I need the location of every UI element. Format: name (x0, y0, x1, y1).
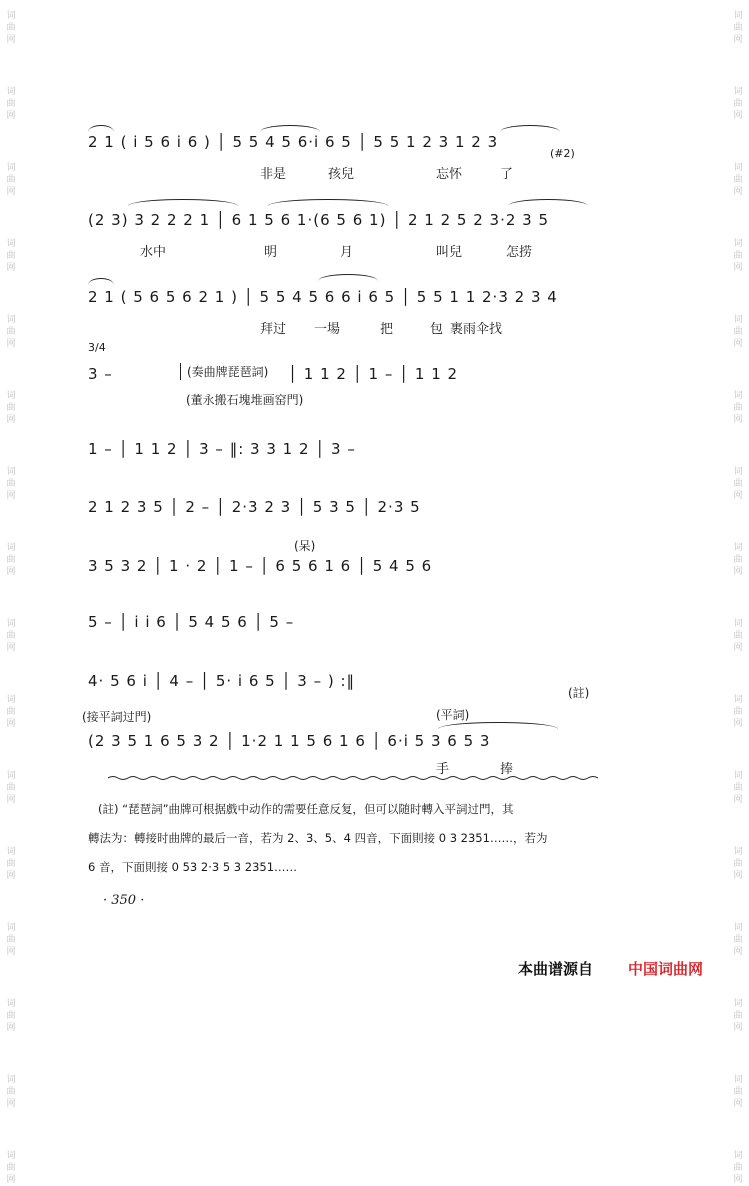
watermark-char: 词 (6, 163, 16, 173)
slur (438, 722, 558, 729)
footnote-line: 轉法为：轉接时曲牌的最后一音，若为 2、3、5、4 四音，下面則接 0 3 2351……，若为 (88, 831, 548, 845)
lyric: 月 (340, 245, 354, 260)
notation-text: 3 – (88, 365, 113, 383)
watermark-char: 网 (6, 339, 16, 349)
watermark-char: 网 (733, 339, 743, 349)
watermark-char: 词 (733, 619, 743, 629)
watermark-char: 网 (733, 1175, 743, 1185)
slur (268, 199, 388, 206)
notation-text: 3 5 3 2 │ 1 · 2 │ 1 – │ 6 5 6 1 6 │ 5 4 5 6 (88, 557, 433, 575)
slur (88, 278, 114, 285)
watermark-char: 曲 (6, 1011, 16, 1021)
source-label: 本曲谱源自 (518, 960, 594, 978)
watermark-char: 网 (733, 415, 743, 425)
lyric: 一場 (314, 322, 341, 337)
footnote (88, 795, 608, 882)
footnote-marker: (註) (568, 686, 590, 700)
watermark-char: 曲 (733, 631, 743, 641)
notation-text: 1 – │ 1 1 2 │ 3 – ‖: 3 3 1 2 │ 3 – (88, 440, 356, 458)
watermark-char: 词 (733, 87, 743, 97)
lyric: 把 (380, 322, 394, 337)
lyric: 明 (264, 245, 278, 260)
watermark-char: 网 (6, 643, 16, 653)
slur (128, 199, 238, 206)
watermark-char: 网 (6, 795, 16, 805)
watermark-char: 曲 (6, 403, 16, 413)
watermark-char: 曲 (733, 251, 743, 261)
slur (318, 274, 378, 281)
lyric: 拜过 (260, 322, 287, 337)
slur (500, 125, 560, 132)
watermark-char: 网 (6, 491, 16, 501)
watermark-char: 曲 (6, 479, 16, 489)
lyric: 裹雨伞找 (450, 322, 503, 337)
watermark-char: 词 (6, 11, 16, 21)
watermark-char: 曲 (733, 327, 743, 337)
lyric: 手 (436, 762, 450, 777)
watermark-char: 网 (733, 643, 743, 653)
watermark-char: 词 (733, 391, 743, 401)
watermark-char: 曲 (6, 1163, 16, 1173)
watermark-char: 网 (733, 1023, 743, 1033)
slur (260, 125, 320, 132)
notation-text: 5 – │ i i 6 │ 5 4 5 6 │ 5 – (88, 613, 295, 631)
lyric: 非是 (260, 167, 287, 182)
lyric: 包 (430, 322, 444, 337)
watermark-char: 网 (733, 1099, 743, 1109)
watermark-char: 词 (6, 315, 16, 325)
watermark-char: 网 (6, 35, 16, 45)
lyric: 水中 (140, 245, 167, 260)
watermark-char: 词 (733, 771, 743, 781)
watermark-char: 网 (733, 947, 743, 957)
watermark-char: 网 (6, 187, 16, 197)
watermark-char: 网 (733, 35, 743, 45)
watermark-char: 网 (6, 1099, 16, 1109)
watermark-char: 曲 (6, 175, 16, 185)
watermark-char: 曲 (733, 479, 743, 489)
section-label: (奏曲牌琵琶詞) (180, 363, 268, 380)
watermark-char: 曲 (6, 1087, 16, 1097)
watermark-char: 词 (6, 543, 16, 553)
watermark-char: 网 (6, 111, 16, 121)
footnote-line: (註) “琵琶詞”曲牌可根据戲中动作的需要任意反复，但可以随时轉入平詞过門，其 (98, 802, 514, 816)
source-site[interactable]: 中国词曲网 (628, 960, 704, 978)
watermark-char: 曲 (6, 935, 16, 945)
watermark-char: 曲 (6, 251, 16, 261)
lyric: 叫兒 (436, 245, 463, 260)
watermark-char: 网 (6, 719, 16, 729)
watermark-char: 词 (733, 467, 743, 477)
watermark-char: 网 (733, 111, 743, 121)
watermark-char: 曲 (733, 175, 743, 185)
watermark-char: 词 (733, 163, 743, 173)
watermark-char: 曲 (733, 1087, 743, 1097)
watermark-char: 词 (733, 11, 743, 21)
watermark-char: 网 (6, 567, 16, 577)
notation-text: (2 3 5 1 6 5 3 2 │ 1·2 1 1 5 6 1 6 │ 6·i 5 3 6 5 3 (88, 732, 491, 750)
watermark-char: 网 (733, 871, 743, 881)
watermark-char: 网 (6, 263, 16, 273)
watermark-char: 词 (6, 87, 16, 97)
watermark-char: 词 (6, 695, 16, 705)
annotation: (#2) (550, 147, 575, 160)
watermark-char: 词 (6, 847, 16, 857)
watermark-char: 词 (733, 315, 743, 325)
watermark-char: 词 (6, 771, 16, 781)
watermark-char: 网 (733, 263, 743, 273)
watermark-char: 曲 (733, 707, 743, 717)
right-watermark (727, 0, 749, 1185)
lyric: 了 (500, 167, 514, 182)
watermark-char: 网 (6, 871, 16, 881)
notation-text: │ 1 1 2 │ 1 – │ 1 1 2 (288, 365, 459, 383)
watermark-char: 曲 (733, 99, 743, 109)
watermark-char: 曲 (733, 1011, 743, 1021)
watermark-char: 网 (733, 795, 743, 805)
left-watermark (0, 0, 22, 1185)
watermark-char: 曲 (733, 23, 743, 33)
watermark-char: 词 (6, 1151, 16, 1161)
watermark-char: 曲 (6, 631, 16, 641)
notation-text: 4· 5 6 i │ 4 – │ 5· i 6 5 │ 3 – ) :‖ (88, 672, 356, 690)
lyric: 孩兒 (328, 167, 355, 182)
section-label: (平詞) (436, 708, 470, 722)
page-number: · 350 · (103, 893, 145, 908)
watermark-char: 词 (733, 1075, 743, 1085)
watermark-char: 词 (733, 239, 743, 249)
slur (88, 125, 114, 132)
footnote-line: 6 音，下面則接 0 53 2·3 5 3 2351…… (88, 860, 298, 874)
watermark-char: 词 (6, 239, 16, 249)
notation-text: 2 1 ( i 5 6 i 6 ) │ 5 5 4 5 6·i 6 5 │ 5 5 1 2 3 1 2 3 (88, 133, 499, 151)
section-label: (接平詞过門) (82, 710, 152, 724)
watermark-char: 词 (733, 999, 743, 1009)
watermark-char: 曲 (733, 859, 743, 869)
notation-text: 2 1 2 3 5 │ 2 – │ 2·3 2 3 │ 5 3 5 │ 2·3 5 (88, 498, 421, 516)
watermark-char: 词 (733, 543, 743, 553)
lyric: 捧 (500, 762, 514, 777)
watermark-char: 曲 (733, 935, 743, 945)
watermark-char: 曲 (733, 555, 743, 565)
time-signature: 3/4 (88, 341, 106, 354)
watermark-char: 网 (6, 1175, 16, 1185)
watermark-char: 网 (733, 567, 743, 577)
watermark-char: 网 (733, 187, 743, 197)
watermark-char: 网 (6, 415, 16, 425)
watermark-char: 曲 (6, 707, 16, 717)
watermark-char: 曲 (6, 327, 16, 337)
wavy-divider (108, 775, 598, 781)
watermark-char: 曲 (6, 23, 16, 33)
watermark-char: 曲 (6, 783, 16, 793)
watermark-char: 网 (733, 491, 743, 501)
watermark-char: 词 (733, 695, 743, 705)
lyric: 忘怀 (436, 167, 463, 182)
annotation: (呆) (294, 539, 316, 553)
watermark-char: 词 (733, 847, 743, 857)
watermark-char: 网 (6, 1023, 16, 1033)
watermark-char: 曲 (733, 1163, 743, 1173)
watermark-char: 曲 (6, 859, 16, 869)
watermark-char: 词 (6, 1075, 16, 1085)
watermark-char: 曲 (733, 403, 743, 413)
stage-direction: (董永搬石塊堆画窑門) (186, 393, 304, 407)
watermark-char: 曲 (6, 555, 16, 565)
watermark-char: 词 (6, 391, 16, 401)
notation-text: 2 1 ( 5 6 5 6 2 1 ) │ 5 5 4 5 6 6 i 6 5 │ 5 5 1 1 2·3 2 3 4 (88, 288, 558, 306)
notation-text: (2 3) 3 2 2 2 1 │ 6 1 5 6 1·(6 5 6 1) │ 2 1 2 5 2 3·2 3 5 (88, 211, 550, 229)
watermark-char: 词 (6, 619, 16, 629)
watermark-char: 网 (733, 719, 743, 729)
watermark-char: 词 (6, 999, 16, 1009)
watermark-char: 词 (6, 467, 16, 477)
watermark-char: 网 (6, 947, 16, 957)
watermark-char: 词 (733, 1151, 743, 1161)
watermark-char: 词 (6, 923, 16, 933)
watermark-char: 曲 (733, 783, 743, 793)
watermark-char: 曲 (6, 99, 16, 109)
lyric: 怎捞 (506, 245, 533, 260)
slur (508, 199, 588, 206)
watermark-char: 词 (733, 923, 743, 933)
